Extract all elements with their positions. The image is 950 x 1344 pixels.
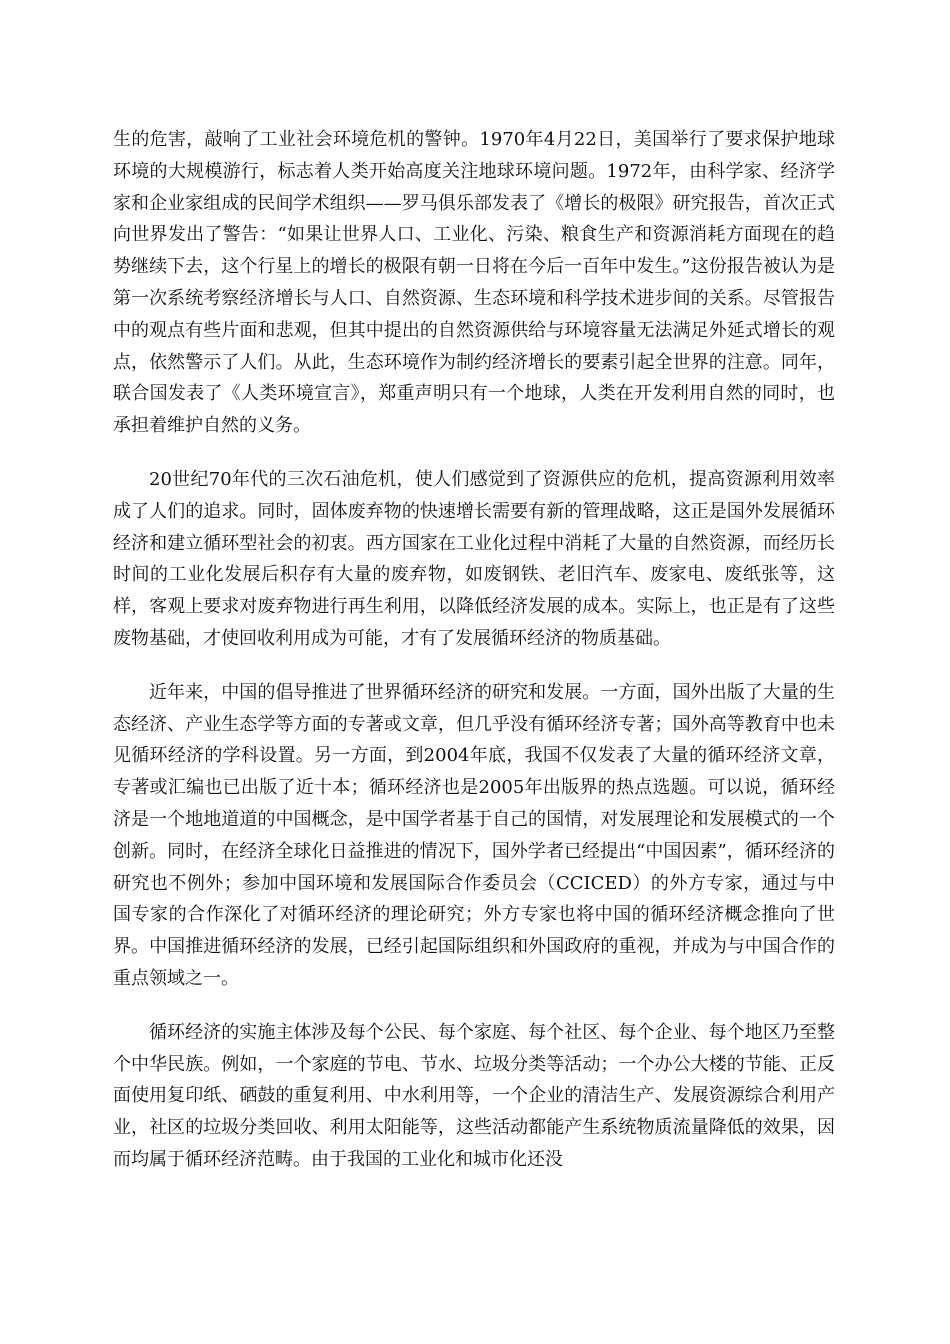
paragraph-4: 循环经济的实施主体涉及每个公民、每个家庭、每个社区、每个企业、每个地区乃至整个中华民族。例如，一个家庭的节电、节水、垃圾分类等活动；一个办公大楼的节能、正反面使用复印纸、硒鼓的重复利用、中水利用等，一个企业的清洁生产、发展资源综合利用产业，社区的垃圾分类回收、利用太阳能等，这些活动都能产生系统物质流量降低的效果，因而均属于循环经济范畴。由于我国的工业化和城市化还没 [113,1021,835,1170]
paragraph-2: 20世纪70年代的三次石油危机，使人们感觉到了资源供应的危机，提高资源利用效率成了人们的追求。同时，固体废弃物的快速增长需要有新的管理战略，这正是国外发展循环经济和建立循环型社会的初衷。西方国家在工业化过程中消耗了大量的自然资源，而经历长时间的工业化发展后积存有大量的废弃物，如废钢铁、老旧汽车、废家电、废纸张等，这样，客观上要求对废弃物进行再生利用，以降低经济发展的成本。实际上，也正是有了这些废物基础，才使回收利用成为可能，才有了发展循环经济的物质基础。 [113,468,835,649]
paragraph-3: 近年来，中国的倡导推进了世界循环经济的研究和发展。一方面，国外出版了大量的生态经济、产业生态学等方面的专著或文章，但几乎没有循环经济专著；国外高等教育中也未见循环经济的学科设置。另一方面，到2004年底，我国不仅发表了大量的循环经济文章，专著或汇编也已出版了近十本；循环经济也是2005年出版界的热点选题。可以说，循环经济是一个地地道道的中国概念，是中国学者基于自己的国情，对发展理论和发展模式的一个创新。同时，在经济全球化日益推进的情况下，国外学者已经提出“中国因素”，循环经济的研究也不例外；参加中国环境和发展国际合作委员会（CCICED）的外方专家，通过与中国专家的合作深化了对循环经济的理论研究；外方专家也将中国的循环经济概念推向了世界。中国推进循环经济的发展，已经引起国际组织和外国政府的重视，并成为与中国合作的重点领域之一。 [113,681,835,989]
document-body [113,124,835,1176]
paragraph-1: 生的危害，敲响了工业社会环境危机的警钟。1970年4月22日，美国举行了要求保护地球环境的大规模游行，标志着人类开始高度关注地球环境问题。1972年，由科学家、经济学家和企业家组成的民间学术组织——罗马俱乐部发表了《增长的极限》研究报告，首次正式向世界发出了警告：“如果让世界人口、工业化、污染、粮食生产和资源消耗方面现在的趋势继续下去，这个行星上的增长的极限有朝一日将在今后一百年中发生。”这份报告被认为是第一次系统考察经济增长与人口、自然资源、生态环境和科学技术进步间的关系。尽管报告中的观点有些片面和悲观，但其中提出的自然资源供给与环境容量无法满足外延式增长的观点，依然警示了人们。从此，生态环境作为制约经济增长的要素引起全世界的注意。同年，联合国发表了《人类环境宣言》，郑重声明只有一个地球，人类在开发利用自然的同时，也承担着维护自然的义务。 [113,129,835,437]
